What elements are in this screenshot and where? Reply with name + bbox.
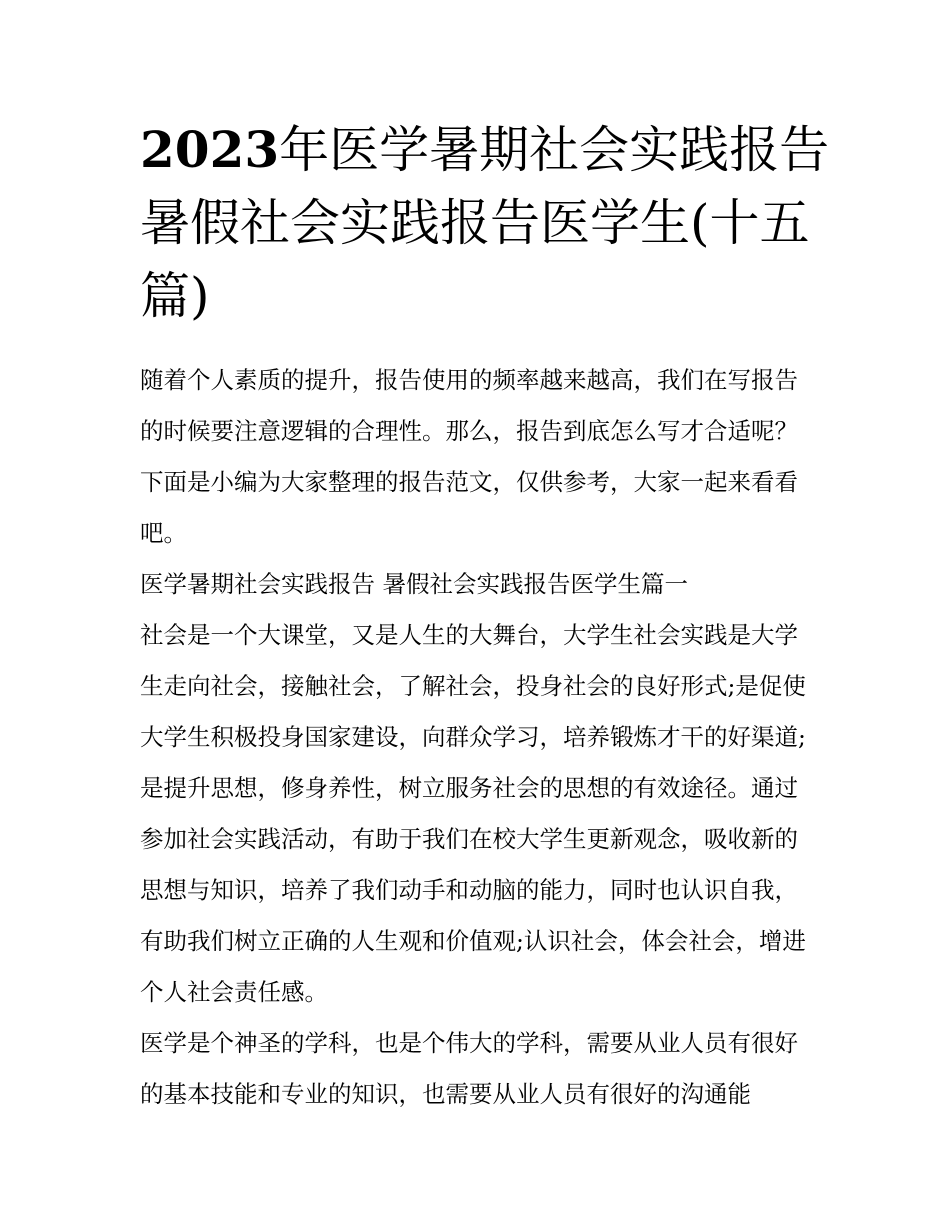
intro-paragraph: 随着个人素质的提升，报告使用的频率越来越高，我们在写报告的时候要注意逻辑的合理性。那么，报告到底怎么写才合适呢？下面是小编为大家整理的报告范文，仅供参考，大家一起来看看吧。 xyxy=(140,366,798,547)
body-paragraph: 医学是个神圣的学科，也是个伟大的学科，需要从业人员有很好的基本技能和专业的知识，也需要从业人员有很好的沟通能 xyxy=(140,1029,798,1108)
title-text: 年医学暑期社会实践报告 暑假社会实践报告医学生(十五篇) xyxy=(140,121,830,325)
document-body xyxy=(140,355,820,1120)
document-title xyxy=(140,113,830,333)
section-heading: 医学暑期社会实践报告 暑假社会实践报告医学生篇一 xyxy=(140,570,688,598)
title-year: 2023 xyxy=(140,120,280,179)
body-paragraph: 社会是一个大课堂，又是人生的大舞台，大学生社会实践是大学生走向社会，接触社会，了解社会，投身社会的良好形式;是促使大学生积极投身国家建设，向群众学习，培养锻炼才干的好渠道;是提升思想，修身养性，树立服务社会的思想的有效途径。通过参加社会实践活动，有助于我们在校大学生更新观念，吸收新的思想与知识，培养了我们动手和动脑的能力，同时也认识自我，有助我们树立正确的人生观和价值观;认识社会，体会社会，增进个人社会责任感。 xyxy=(140,621,806,1006)
